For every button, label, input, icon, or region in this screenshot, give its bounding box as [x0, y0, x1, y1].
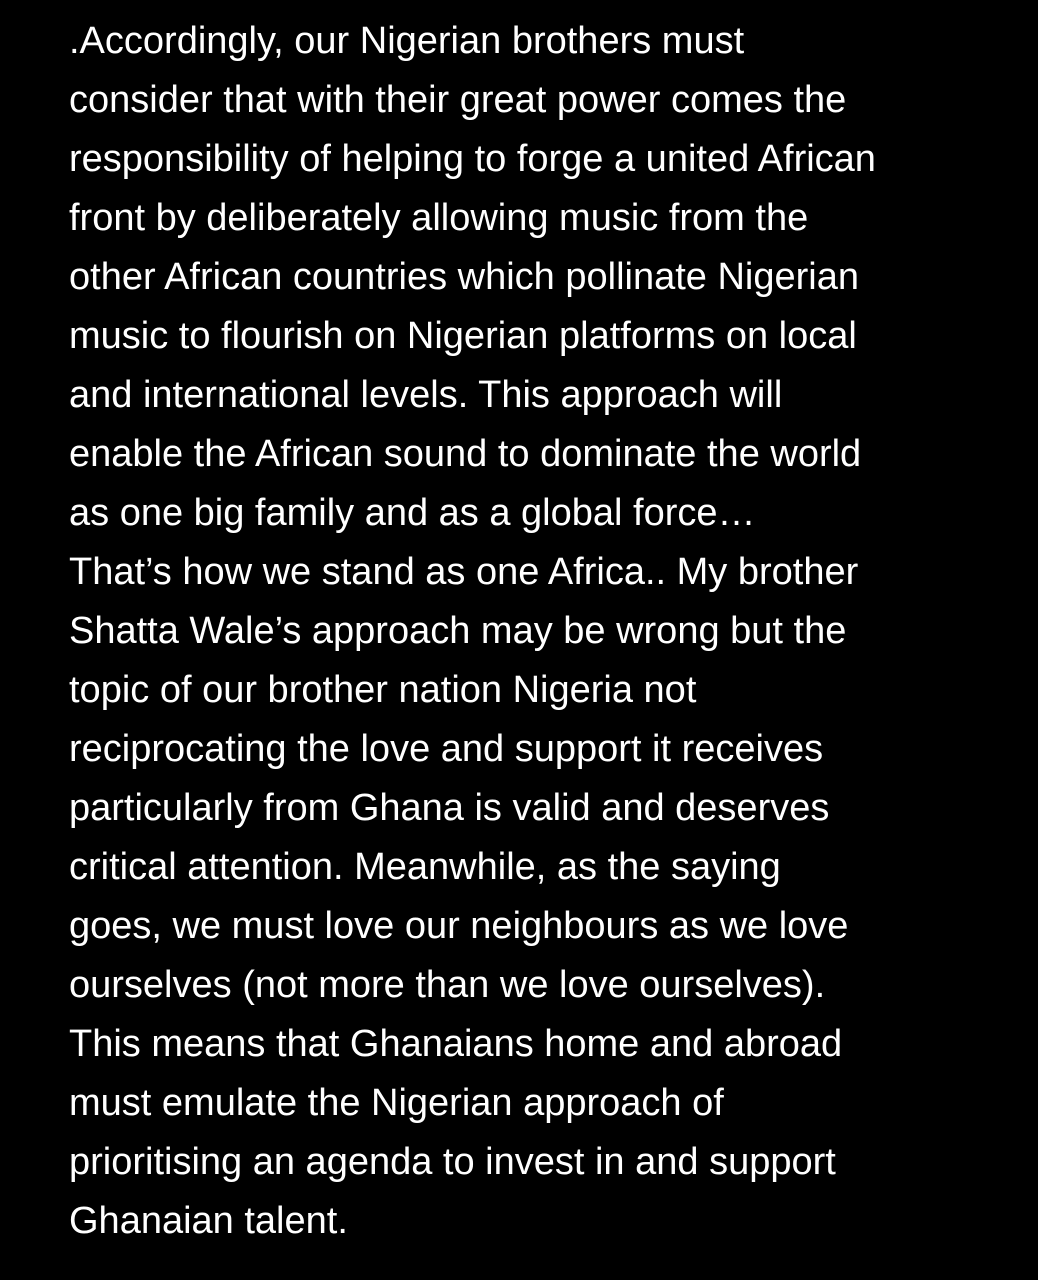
- note-line: responsibility of helping to forge a united African: [69, 138, 876, 180]
- note-line: ourselves (not more than we love ourselves).: [69, 964, 826, 1006]
- note-line: This means that Ghanaians home and abroad: [69, 1023, 843, 1065]
- note-line: Shatta Wale’s approach may be wrong but the: [69, 610, 847, 652]
- note-line: .Accordingly, our Nigerian brothers must: [69, 20, 745, 62]
- note-line: as one big family and as a global force…: [69, 492, 756, 534]
- note-line: enable the African sound to dominate the world: [69, 433, 862, 475]
- note-line: and international levels. This approach will: [69, 374, 783, 416]
- note-line: Ghanaian talent.: [69, 1200, 348, 1242]
- note-line: consider that with their great power comes the: [69, 79, 847, 121]
- note-line: topic of our brother nation Nigeria not: [69, 669, 697, 711]
- note-line: prioritising an agenda to invest in and support: [69, 1141, 836, 1183]
- note-line: music to flourish on Nigerian platforms on local: [69, 315, 857, 357]
- note-line: other African countries which pollinate Nigerian: [69, 256, 859, 298]
- note-text-body[interactable]: [69, 12, 1029, 1251]
- note-line: reciprocating the love and support it receives: [69, 728, 824, 770]
- note-line: front by deliberately allowing music from the: [69, 197, 809, 239]
- note-line: critical attention. Meanwhile, as the saying: [69, 846, 781, 888]
- note-line: particularly from Ghana is valid and deserves: [69, 787, 830, 829]
- note-line: That’s how we stand as one Africa.. My brother: [69, 551, 859, 593]
- note-line: must emulate the Nigerian approach of: [69, 1082, 724, 1124]
- note-line: goes, we must love our neighbours as we love: [69, 905, 849, 947]
